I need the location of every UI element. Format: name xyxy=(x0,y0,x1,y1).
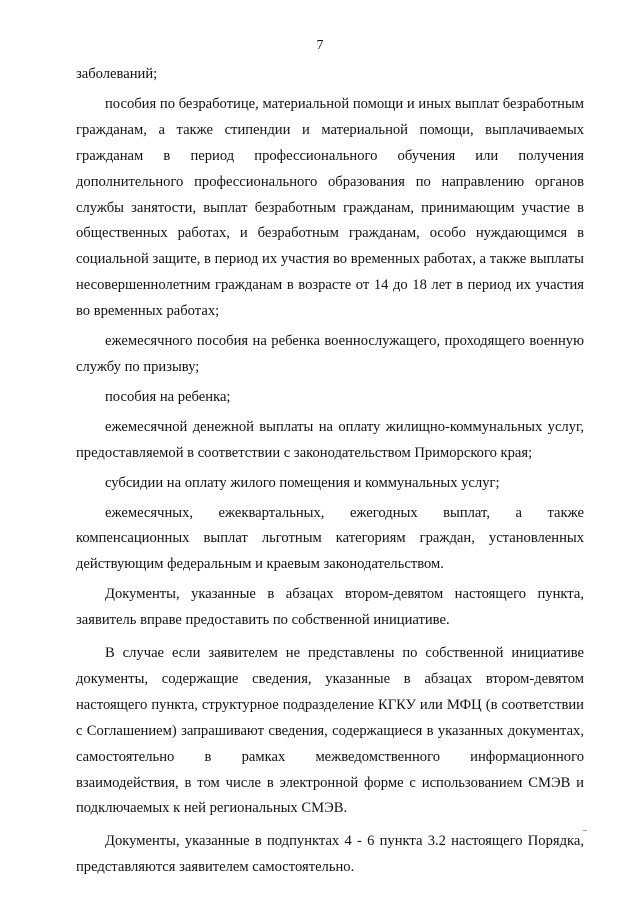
paragraph-documents-self-submitted: Документы, указанные в подпунктах 4 - 6 пункта 3.2 настоящего Порядка, представляются заявителем самостоятельно. xyxy=(76,833,584,876)
paragraph-housing-subsidy: субсидии на оплату жилого помещения и коммунальных услуг; xyxy=(105,474,500,491)
document-body xyxy=(76,62,584,881)
paragraph-unemployment-benefits: пособия по безработице, материальной помощи и иных выплат безработным гражданам, а также стипендии и материальной помощи, выплачиваемых гражданам в период профессионального обучения или получения дополнительного профессионального образования по направлению органов службы занятости, выплат безработным гражданам, принимающим участие в общественных работах, и безработным гражданам, особо нуждающимся в социальной защите, в период их участия во временных работах, а также выплаты несовершеннолетним гражданам в возрасте от 14 до 18 лет в период их участия во временных работах; xyxy=(76,95,584,320)
paragraph-housing-payment: ежемесячной денежной выплаты на оплату жилищно-коммунальных услуг, предоставляемой в соответствии с законодательством Приморского края; xyxy=(76,418,584,461)
paragraph-documents-own-initiative: Документы, указанные в абзацах втором-девятом настоящего пункта, заявитель вправе предоставить по собственной инициативе. xyxy=(76,586,584,629)
scan-mark xyxy=(583,830,587,831)
paragraph-continuation: заболеваний; xyxy=(76,66,158,82)
paragraph-serviceman-child-allowance: ежемесячного пособия на ребенка военнослужащего, проходящего военную службу по призыву; xyxy=(76,333,584,375)
paragraph-periodic-payments: ежемесячных, ежеквартальных, ежегодных выплат, а также компенсационных выплат льготным категориям граждан, установленных действующим федеральным и краевым законодательством. xyxy=(76,504,584,573)
paragraph-child-allowance: пособия на ребенка; xyxy=(105,388,231,405)
paragraph-interagency-request: В случае если заявителем не представлены по собственной инициативе документы, содержащие сведения, указанные в абзацах втором-девятом настоящего пункта, структурное подразделение КГКУ или МФЦ (в соответствии с Соглашением) запрашивают сведения, содержащиеся в указанных документах, самостоятельно в рамках межведомственного информационного взаимодействия, в том числе в электронной форме с использованием СМЭВ и подключаемых к ней региональных СМЭВ. xyxy=(76,645,584,817)
page-number: 7 xyxy=(316,38,324,53)
